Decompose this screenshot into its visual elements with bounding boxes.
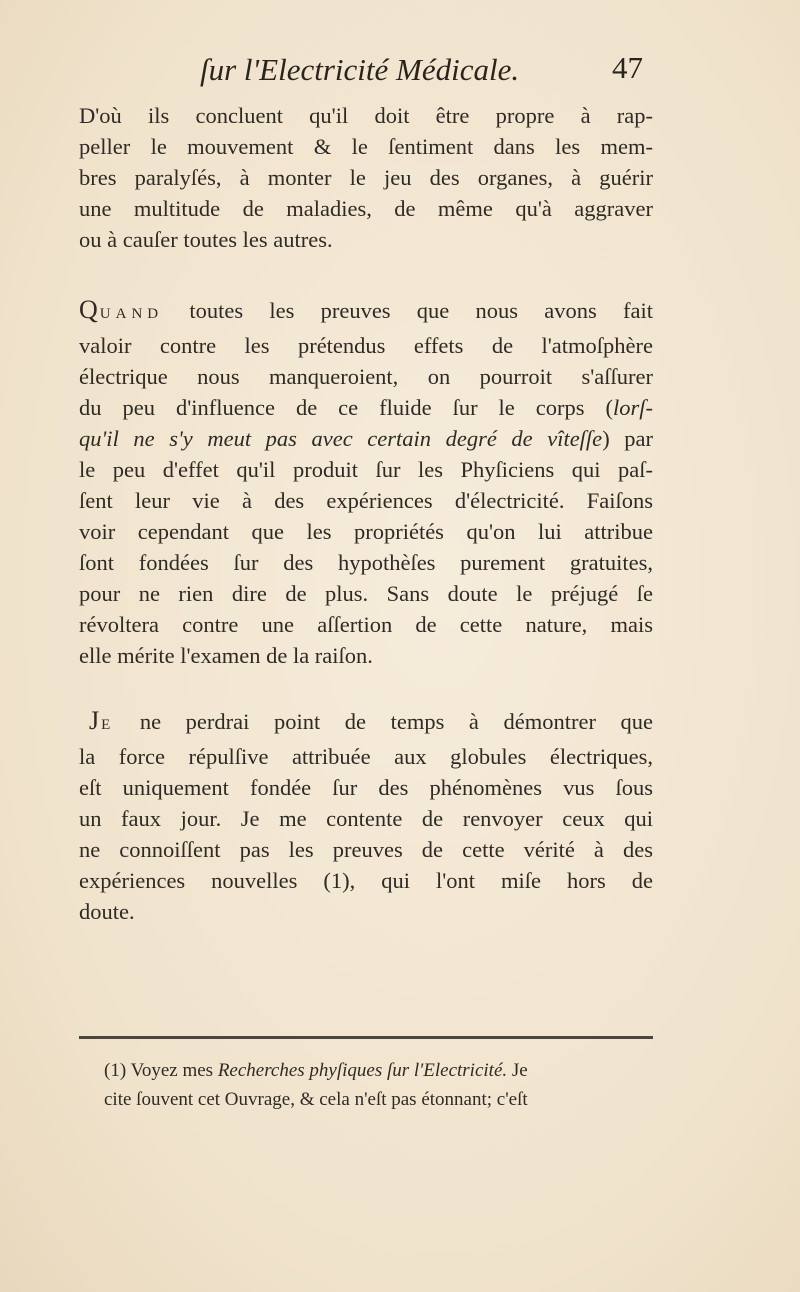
- text-line: ne connoiſſent pas les preuves de cette vérité à des: [79, 837, 653, 862]
- text-line: un faux jour. Je me contente de renvoyer ceux qui: [79, 806, 653, 831]
- text-line: pour ne rien dire de plus. Sans doute le préjugé ſe: [79, 581, 653, 606]
- text-run: ne perdrai point de temps à démontrer que: [115, 709, 653, 734]
- text-line: expériences nouvelles (1), qui l'ont miſe hors de: [79, 868, 653, 893]
- page-header: [0, 48, 800, 88]
- text-line: une multitude de maladies, de même qu'à aggraver: [79, 196, 653, 221]
- text-line: la force répulſive attribuée aux globules électriques,: [79, 744, 653, 769]
- text-line: eſt uniquement fondée ſur des phénomènes vus ſous: [79, 775, 653, 800]
- text-line: valoir contre les prétendus effets de l'atmoſphère: [79, 333, 653, 358]
- text-line: voir cependant que les propriétés qu'on lui attribue: [79, 519, 653, 544]
- footnote-text: Voyez mes: [126, 1060, 218, 1081]
- footnote-line: cite ſouvent cet Ouvrage, & cela n'eſt pas étonnant; c'eſt: [104, 1089, 528, 1110]
- text-line: [79, 294, 653, 330]
- text-line: électrique nous manqueroient, on pourroit s'aſſurer: [79, 364, 653, 389]
- text-line: ſent leur vie à des expériences d'électricité. Faiſons: [79, 488, 653, 513]
- text-line: [79, 705, 653, 741]
- text-line: doute.: [79, 899, 135, 924]
- text-line: révoltera contre une aſſertion de cette nature, mais: [79, 612, 653, 637]
- footnote-rule: [79, 1036, 653, 1039]
- running-title: ſur l'Electricité Médicale.: [200, 52, 520, 87]
- paragraph-2: [79, 294, 653, 671]
- page-number: 47: [612, 50, 643, 85]
- text-line: peller le mouvement & le ſentiment dans les mem-: [79, 134, 653, 159]
- text-line: ſont fondées ſur des hypothèſes purement gratuites,: [79, 550, 653, 575]
- text-line: bres paralyſés, à monter le jeu des organes, à guérir: [79, 165, 653, 190]
- text-line: qu'il ne s'y meut pas avec certain degré de vîteſſe) par: [79, 426, 653, 451]
- paragraph-1: [79, 100, 653, 255]
- text-line: du peu d'influence de ce fluide ſur le corps (lorſ-: [79, 395, 653, 420]
- footnote-marker: (1): [104, 1060, 127, 1081]
- footnote: [104, 1056, 653, 1114]
- footnote-work-title: Recherches phyſiques ſur l'Electricité.: [217, 1060, 508, 1081]
- paragraph-3: [79, 705, 653, 927]
- italic-run: lorſ-: [612, 395, 653, 420]
- paragraph-lead: [89, 706, 116, 735]
- footnote-line: [104, 1056, 653, 1085]
- paragraph-lead: [79, 295, 164, 324]
- text-line: D'où ils concluent qu'il doit être propre à rap-: [79, 103, 653, 128]
- italic-run: qu'il ne s'y meut pas avec certain degré de vîteſſe: [79, 426, 603, 451]
- text-line: le peu d'effet qu'il produit ſur les Phyſiciens qui paſ-: [79, 457, 653, 482]
- lead-capital: Q: [79, 295, 100, 324]
- text-run: toutes les preuves que nous avons fait: [163, 298, 653, 323]
- lead-capital: J: [89, 706, 102, 735]
- body-text: [79, 100, 653, 927]
- text-line: elle mérite l'examen de la raiſon.: [79, 643, 373, 668]
- footnote-text: Je: [507, 1060, 528, 1081]
- lead-small-caps: UAND: [99, 306, 164, 322]
- lead-small-caps: E: [101, 717, 116, 733]
- text-line: ou à cauſer toutes les autres.: [79, 227, 333, 252]
